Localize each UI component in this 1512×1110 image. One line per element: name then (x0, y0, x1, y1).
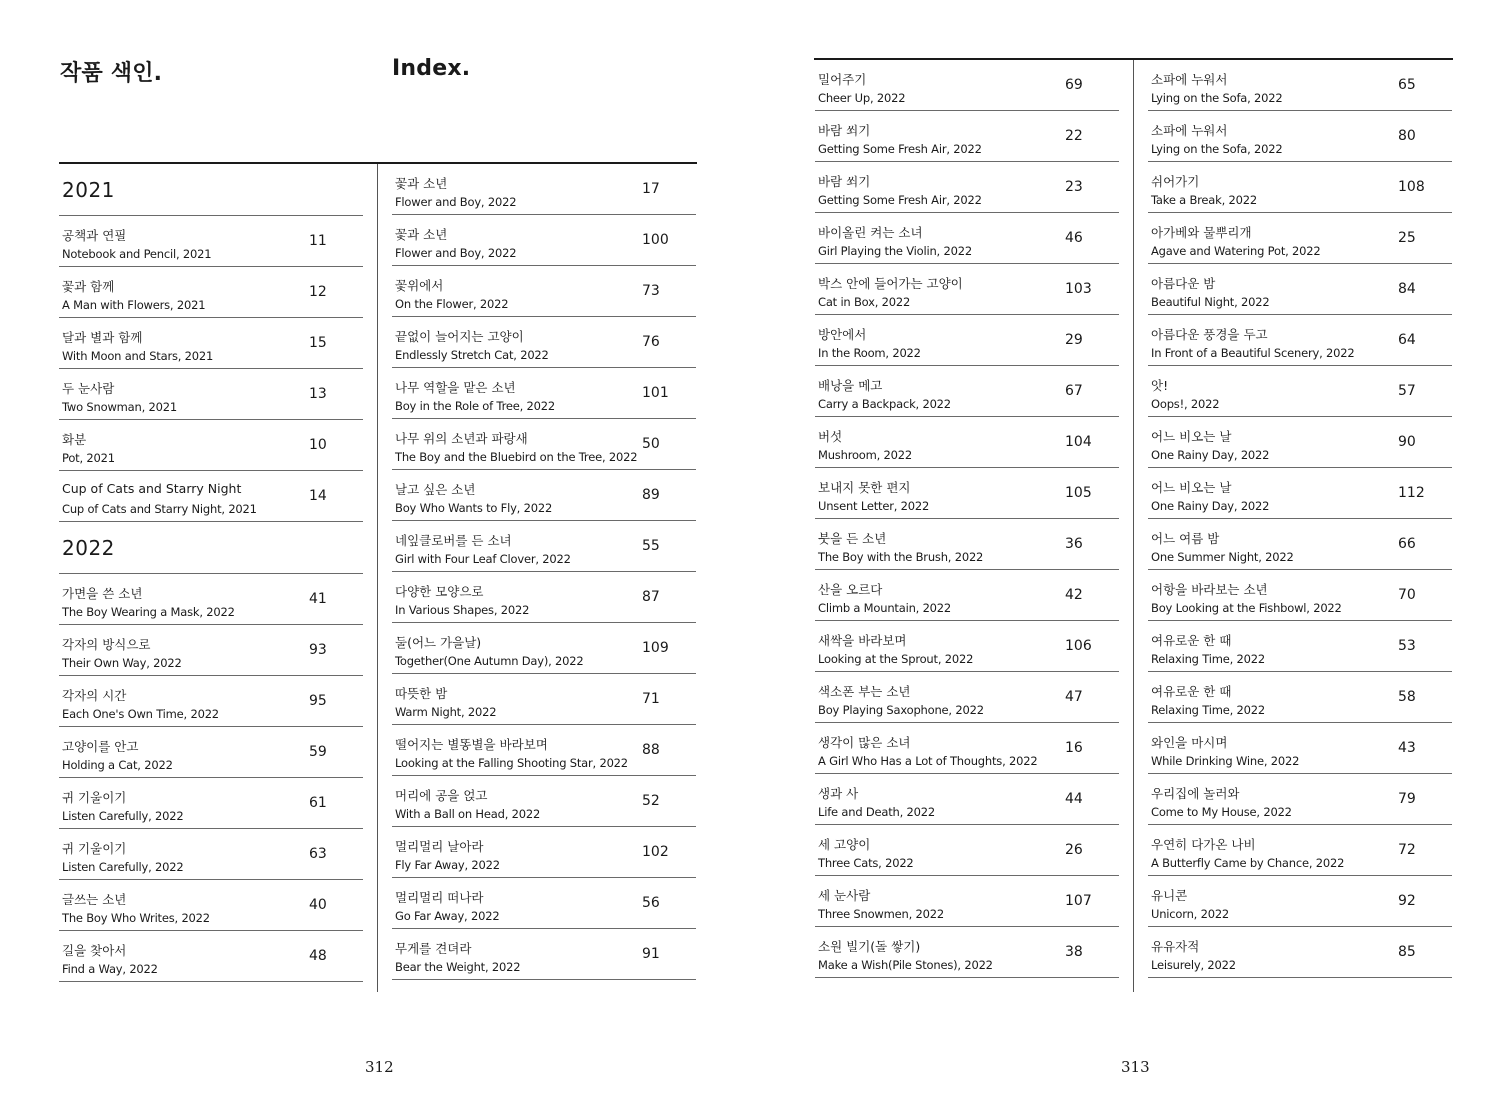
entry-title-english: One Rainy Day, 2022 (1151, 448, 1270, 462)
entry-page-number: 80 (1398, 128, 1416, 144)
index-entry (815, 570, 1119, 621)
entry-title-english: While Drinking Wine, 2022 (1151, 754, 1300, 768)
entry-title-english: A Butterfly Came by Chance, 2022 (1151, 856, 1345, 870)
entry-title-english: Flower and Boy, 2022 (395, 246, 517, 260)
index-entry (59, 267, 363, 318)
entry-page-number: 91 (642, 946, 660, 962)
entry-page-number: 52 (642, 793, 660, 809)
index-entry (1148, 213, 1452, 264)
index-entry (1148, 468, 1452, 519)
entry-page-number: 25 (1398, 230, 1416, 246)
entry-title-english: Girl with Four Leaf Clover, 2022 (395, 552, 571, 566)
entry-page-number: 22 (1065, 128, 1083, 144)
index-entry (815, 774, 1119, 825)
entry-title-korean: 꽃과 소년 (395, 176, 448, 191)
entry-page-number: 36 (1065, 536, 1083, 552)
entry-page-number: 29 (1065, 332, 1083, 348)
entry-title-korean: 떨어지는 별똥별을 바라보며 (395, 737, 548, 752)
entry-page-number: 71 (642, 691, 660, 707)
index-column-3 (815, 60, 1119, 978)
index-entry (59, 931, 363, 982)
entry-page-number: 26 (1065, 842, 1083, 858)
entry-page-number: 112 (1398, 485, 1425, 501)
entry-title-korean: 각자의 방식으로 (62, 637, 151, 652)
entry-page-number: 46 (1065, 230, 1083, 246)
entry-title-korean: 유니콘 (1151, 888, 1188, 903)
entry-title-english: One Rainy Day, 2022 (1151, 499, 1270, 513)
entry-title-english: Looking at the Falling Shooting Star, 2022 (395, 756, 628, 770)
index-entry (1148, 162, 1452, 213)
entry-page-number: 12 (309, 284, 327, 300)
index-entry (392, 929, 696, 980)
entry-title-korean: 어느 비오는 날 (1151, 480, 1232, 495)
entry-title-korean: 아가베와 물뿌리개 (1151, 225, 1252, 240)
entry-page-number: 57 (1398, 383, 1416, 399)
index-entry (392, 725, 696, 776)
entry-page-number: 42 (1065, 587, 1083, 603)
entry-title-korean: 아름다운 밤 (1151, 276, 1216, 291)
entry-title-korean: 보내지 못한 편지 (818, 480, 911, 495)
index-entry (392, 470, 696, 521)
entry-page-number: 76 (642, 334, 660, 350)
entry-page-number: 67 (1065, 383, 1083, 399)
entry-title-english: One Summer Night, 2022 (1151, 550, 1294, 564)
entry-title-english: The Boy and the Bluebird on the Tree, 2022 (395, 450, 638, 464)
entry-title-korean: 공책과 연필 (62, 228, 127, 243)
index-entry (59, 880, 363, 931)
index-entry (1148, 315, 1452, 366)
index-entry (815, 315, 1119, 366)
entry-title-korean: 버섯 (818, 429, 843, 444)
entry-title-english: Life and Death, 2022 (818, 805, 936, 819)
index-entry (392, 215, 696, 266)
entry-page-number: 84 (1398, 281, 1416, 297)
index-entry (815, 264, 1119, 315)
entry-title-english: Getting Some Fresh Air, 2022 (818, 142, 982, 156)
entry-title-korean: 새싹을 바라보며 (818, 633, 907, 648)
index-entry (59, 318, 363, 369)
entry-title-korean: 세 고양이 (818, 837, 871, 852)
entry-title-english: Flower and Boy, 2022 (395, 195, 517, 209)
entry-title-english: Agave and Watering Pot, 2022 (1151, 244, 1321, 258)
entry-title-korean: 방안에서 (818, 327, 867, 342)
entry-page-number: 41 (309, 591, 327, 607)
entry-page-number: 53 (1398, 638, 1416, 654)
entry-title-korean: 소파에 누워서 (1151, 72, 1228, 87)
index-entry (1148, 111, 1452, 162)
entry-title-english: Come to My House, 2022 (1151, 805, 1292, 819)
entry-title-english: Two Snowman, 2021 (62, 400, 177, 414)
entry-title-english: Together(One Autumn Day), 2022 (395, 654, 584, 668)
entry-title-english: With Moon and Stars, 2021 (62, 349, 214, 363)
entry-title-korean: Cup of Cats and Starry Night (62, 481, 242, 496)
index-entry (392, 827, 696, 878)
entry-title-english: Fly Far Away, 2022 (395, 858, 500, 872)
entry-page-number: 64 (1398, 332, 1416, 348)
entry-title-english: In the Room, 2022 (818, 346, 921, 360)
entry-page-number: 103 (1065, 281, 1092, 297)
entry-title-korean: 박스 안에 들어가는 고양이 (818, 276, 963, 291)
entry-title-english: Notebook and Pencil, 2021 (62, 247, 212, 261)
index-entry (1148, 570, 1452, 621)
entry-title-korean: 끝없이 늘어지는 고양이 (395, 329, 524, 344)
year-heading (59, 164, 363, 216)
entry-page-number: 79 (1398, 791, 1416, 807)
entry-title-korean: 꽃과 함께 (62, 279, 115, 294)
index-entry (1148, 519, 1452, 570)
entry-page-number: 44 (1065, 791, 1083, 807)
entry-title-english: Mushroom, 2022 (818, 448, 913, 462)
page-title-korean: 작품 색인. (60, 61, 163, 86)
entry-title-korean: 꽃과 소년 (395, 227, 448, 242)
index-entry (392, 368, 696, 419)
entry-title-korean: 다양한 모양으로 (395, 584, 484, 599)
entry-title-korean: 귀 기울이기 (62, 841, 127, 856)
entry-page-number: 48 (309, 948, 327, 964)
entry-title-korean: 화분 (62, 432, 87, 447)
entry-title-korean: 따뜻한 밤 (395, 686, 448, 701)
index-entry (392, 164, 696, 215)
entry-title-korean: 밀어주기 (818, 72, 867, 87)
index-entry (59, 829, 363, 880)
entry-title-english: In Various Shapes, 2022 (395, 603, 530, 617)
entry-title-english: Relaxing Time, 2022 (1151, 652, 1265, 666)
entry-title-english: Pot, 2021 (62, 451, 115, 465)
entry-title-english: Boy in the Role of Tree, 2022 (395, 399, 555, 413)
entry-title-korean: 무게를 견뎌라 (395, 941, 472, 956)
index-entry (1148, 672, 1452, 723)
index-entry (815, 927, 1119, 978)
entry-page-number: 72 (1398, 842, 1416, 858)
entry-page-number: 104 (1065, 434, 1092, 450)
index-column-2 (392, 164, 696, 980)
index-entry (1148, 60, 1452, 111)
entry-title-korean: 어느 비오는 날 (1151, 429, 1232, 444)
entry-page-number: 107 (1065, 893, 1092, 909)
entry-title-english: A Man with Flowers, 2021 (62, 298, 206, 312)
entry-title-english: Lying on the Sofa, 2022 (1151, 142, 1283, 156)
entry-title-english: Warm Night, 2022 (395, 705, 497, 719)
entry-page-number: 102 (642, 844, 669, 860)
index-entry (815, 60, 1119, 111)
entry-title-korean: 소파에 누워서 (1151, 123, 1228, 138)
index-entry (59, 420, 363, 471)
entry-page-number: 17 (642, 181, 660, 197)
entry-page-number: 16 (1065, 740, 1083, 756)
entry-page-number: 105 (1065, 485, 1092, 501)
entry-page-number: 59 (309, 744, 327, 760)
entry-title-english: With a Ball on Head, 2022 (395, 807, 541, 821)
index-entry (815, 162, 1119, 213)
entry-title-korean: 아름다운 풍경을 두고 (1151, 327, 1268, 342)
entry-title-korean: 산을 오르다 (818, 582, 883, 597)
entry-title-korean: 둘(어느 가을날) (395, 635, 482, 650)
entry-title-english: Their Own Way, 2022 (62, 656, 182, 670)
entry-title-korean: 각자의 시간 (62, 688, 127, 703)
index-entry (815, 723, 1119, 774)
entry-title-english: The Boy with the Brush, 2022 (818, 550, 984, 564)
entry-page-number: 90 (1398, 434, 1416, 450)
entry-title-english: Boy Who Wants to Fly, 2022 (395, 501, 553, 515)
index-entry (392, 317, 696, 368)
index-entry (1148, 366, 1452, 417)
index-entry (392, 521, 696, 572)
entry-title-english: Carry a Backpack, 2022 (818, 397, 951, 411)
entry-page-number: 63 (309, 846, 327, 862)
entry-title-korean: 어느 여름 밤 (1151, 531, 1220, 546)
entry-page-number: 93 (309, 642, 327, 658)
entry-title-korean: 길을 찾아서 (62, 943, 127, 958)
index-entry (1148, 876, 1452, 927)
entry-title-korean: 나무 위의 소년과 파랑새 (395, 431, 528, 446)
entry-title-english: Lying on the Sofa, 2022 (1151, 91, 1283, 105)
entry-title-english: Looking at the Sprout, 2022 (818, 652, 974, 666)
index-entry (815, 111, 1119, 162)
entry-title-english: Beautiful Night, 2022 (1151, 295, 1270, 309)
entry-title-korean: 우리집에 놀러와 (1151, 786, 1240, 801)
entry-title-korean: 어항을 바라보는 소년 (1151, 582, 1268, 597)
page-number-right: 313 (1121, 1058, 1150, 1076)
index-entry (392, 266, 696, 317)
entry-title-english: Listen Carefully, 2022 (62, 809, 184, 823)
entry-page-number: 69 (1065, 77, 1083, 93)
page-title-english: Index. (392, 56, 471, 81)
index-entry (815, 621, 1119, 672)
entry-title-english: Endlessly Stretch Cat, 2022 (395, 348, 549, 362)
entry-title-english: In Front of a Beautiful Scenery, 2022 (1151, 346, 1355, 360)
entry-title-english: Bear the Weight, 2022 (395, 960, 521, 974)
entry-title-english: On the Flower, 2022 (395, 297, 509, 311)
entry-page-number: 101 (642, 385, 669, 401)
index-entry (59, 216, 363, 267)
entry-title-korean: 날고 싶은 소년 (395, 482, 476, 497)
right-page-column-divider (1133, 60, 1134, 992)
entry-title-korean: 바이올린 켜는 소녀 (818, 225, 923, 240)
entry-title-korean: 쉬어가기 (1151, 174, 1200, 189)
entry-title-english: Listen Carefully, 2022 (62, 860, 184, 874)
entry-page-number: 38 (1065, 944, 1083, 960)
entry-page-number: 65 (1398, 77, 1416, 93)
entry-title-korean: 여유로운 한 때 (1151, 633, 1232, 648)
entry-title-english: Unsent Letter, 2022 (818, 499, 930, 513)
entry-title-korean: 배낭을 메고 (818, 378, 883, 393)
index-entry (59, 369, 363, 420)
index-entry (59, 727, 363, 778)
entry-title-korean: 색소폰 부는 소년 (818, 684, 911, 699)
entry-title-korean: 나무 역할을 맡은 소년 (395, 380, 516, 395)
index-entry (815, 825, 1119, 876)
index-entry (392, 878, 696, 929)
index-entry (815, 366, 1119, 417)
entry-page-number: 40 (309, 897, 327, 913)
entry-title-korean: 바람 쐬기 (818, 174, 871, 189)
entry-title-english: Getting Some Fresh Air, 2022 (818, 193, 982, 207)
entry-title-korean: 앗! (1151, 378, 1169, 393)
entry-page-number: 70 (1398, 587, 1416, 603)
index-entry (392, 623, 696, 674)
entry-title-korean: 꽃위에서 (395, 278, 444, 293)
entry-title-english: Make a Wish(Pile Stones), 2022 (818, 958, 993, 972)
entry-page-number: 100 (642, 232, 669, 248)
entry-page-number: 56 (642, 895, 660, 911)
entry-page-number: 85 (1398, 944, 1416, 960)
entry-title-korean: 글쓰는 소년 (62, 892, 127, 907)
entry-page-number: 43 (1398, 740, 1416, 756)
index-entry (59, 471, 363, 522)
index-entry (1148, 417, 1452, 468)
left-page-column-divider (377, 164, 378, 992)
entry-title-korean: 멀리멀리 떠나라 (395, 890, 484, 905)
entry-title-korean: 귀 기울이기 (62, 790, 127, 805)
index-entry (1148, 825, 1452, 876)
index-entry (815, 876, 1119, 927)
entry-title-english: Take a Break, 2022 (1151, 193, 1257, 207)
entry-title-korean: 우연히 다가온 나비 (1151, 837, 1256, 852)
entry-page-number: 55 (642, 538, 660, 554)
entry-title-korean: 멀리멀리 날아라 (395, 839, 484, 854)
entry-page-number: 108 (1398, 179, 1425, 195)
entry-title-english: Cheer Up, 2022 (818, 91, 906, 105)
year-heading (59, 522, 363, 574)
entry-page-number: 14 (309, 488, 327, 504)
index-entry (1148, 723, 1452, 774)
entry-page-number: 87 (642, 589, 660, 605)
entry-page-number: 106 (1065, 638, 1092, 654)
entry-title-english: Three Cats, 2022 (818, 856, 914, 870)
entry-title-english: Three Snowmen, 2022 (818, 907, 944, 921)
year-label: 2022 (62, 536, 115, 560)
entry-title-korean: 달과 별과 함께 (62, 330, 143, 345)
entry-title-english: A Girl Who Has a Lot of Thoughts, 2022 (818, 754, 1038, 768)
index-entry (59, 574, 363, 625)
entry-title-english: The Boy Wearing a Mask, 2022 (62, 605, 235, 619)
entry-title-english: Go Far Away, 2022 (395, 909, 500, 923)
index-entry (815, 468, 1119, 519)
entry-title-english: Oops!, 2022 (1151, 397, 1220, 411)
entry-page-number: 109 (642, 640, 669, 656)
entry-title-english: Cat in Box, 2022 (818, 295, 911, 309)
entry-title-korean: 소원 빌기(돌 쌓기) (818, 939, 921, 954)
page-number-left: 312 (365, 1058, 394, 1076)
index-entry (392, 419, 696, 470)
entry-title-korean: 유유자적 (1151, 939, 1200, 954)
index-entry (59, 778, 363, 829)
entry-title-korean: 네잎클로버를 든 소녀 (395, 533, 512, 548)
entry-title-english: Boy Playing Saxophone, 2022 (818, 703, 984, 717)
entry-title-korean: 두 눈사람 (62, 381, 115, 396)
entry-title-korean: 가면을 쓴 소년 (62, 586, 143, 601)
entry-title-english: Relaxing Time, 2022 (1151, 703, 1265, 717)
entry-title-english: Climb a Mountain, 2022 (818, 601, 952, 615)
entry-title-korean: 바람 쐬기 (818, 123, 871, 138)
index-entry (1148, 621, 1452, 672)
entry-title-korean: 머리에 공을 얹고 (395, 788, 488, 803)
entry-page-number: 73 (642, 283, 660, 299)
entry-title-english: Leisurely, 2022 (1151, 958, 1236, 972)
entry-page-number: 10 (309, 437, 327, 453)
index-entry (1148, 927, 1452, 978)
index-entry (815, 672, 1119, 723)
index-entry (392, 776, 696, 827)
entry-title-korean: 여유로운 한 때 (1151, 684, 1232, 699)
index-entry (59, 625, 363, 676)
entry-title-english: Cup of Cats and Starry Night, 2021 (62, 502, 257, 516)
index-entry (59, 676, 363, 727)
entry-title-english: Each One's Own Time, 2022 (62, 707, 219, 721)
entry-page-number: 50 (642, 436, 660, 452)
index-entry (392, 674, 696, 725)
entry-title-korean: 고양이를 안고 (62, 739, 139, 754)
entry-page-number: 61 (309, 795, 327, 811)
entry-title-english: Find a Way, 2022 (62, 962, 158, 976)
entry-page-number: 89 (642, 487, 660, 503)
entry-title-korean: 와인을 마시며 (1151, 735, 1228, 750)
index-column-4 (1148, 60, 1452, 978)
entry-title-korean: 생과 사 (818, 786, 859, 801)
entry-title-english: Boy Looking at the Fishbowl, 2022 (1151, 601, 1342, 615)
entry-page-number: 13 (309, 386, 327, 402)
index-entry (392, 572, 696, 623)
entry-title-english: The Boy Who Writes, 2022 (62, 911, 210, 925)
entry-title-english: Holding a Cat, 2022 (62, 758, 173, 772)
entry-page-number: 11 (309, 233, 327, 249)
entry-page-number: 88 (642, 742, 660, 758)
year-label: 2021 (62, 178, 115, 202)
entry-title-korean: 붓을 든 소년 (818, 531, 887, 546)
entry-page-number: 47 (1065, 689, 1083, 705)
entry-page-number: 92 (1398, 893, 1416, 909)
entry-title-korean: 생각이 많은 소녀 (818, 735, 911, 750)
entry-page-number: 23 (1065, 179, 1083, 195)
index-entry (815, 213, 1119, 264)
index-entry (1148, 264, 1452, 315)
index-entry (815, 417, 1119, 468)
index-entry (1148, 774, 1452, 825)
entry-title-english: Girl Playing the Violin, 2022 (818, 244, 972, 258)
entry-page-number: 95 (309, 693, 327, 709)
entry-page-number: 58 (1398, 689, 1416, 705)
entry-page-number: 66 (1398, 536, 1416, 552)
entry-title-korean: 세 눈사람 (818, 888, 871, 903)
index-entry (815, 519, 1119, 570)
index-column-1 (59, 164, 363, 982)
entry-title-english: Unicorn, 2022 (1151, 907, 1230, 921)
entry-page-number: 15 (309, 335, 327, 351)
